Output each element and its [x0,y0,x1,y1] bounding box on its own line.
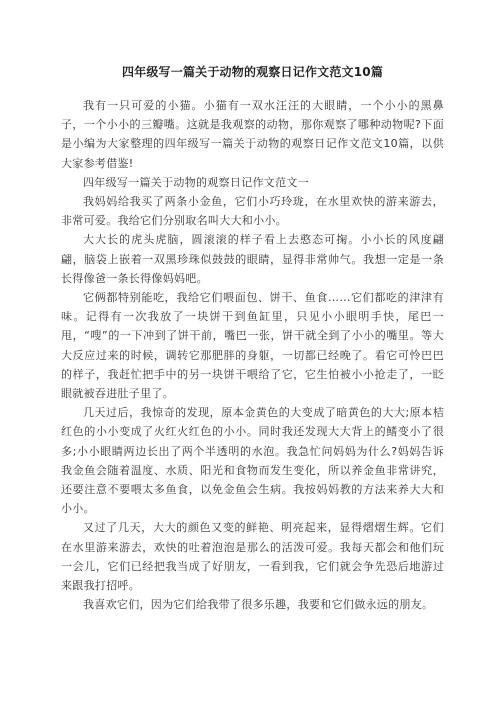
section-heading: 四年级写一篇关于动物的观察日记作文范文一 [83,175,309,189]
body-paragraph: 我妈妈给我买了两条小金鱼，它们小巧玲珑，在水里欢快的游来游去，非常可爱。我给它们分别取名叫大大和小小。 [61,195,444,228]
body-paragraph: 它俩都特别能吃，我给它们喂面包、饼干、鱼食……它们都吃的津津有味。记得有一次我放了一块饼干到鱼缸里，只见小小眼明手快，尾巴一甩，“嗖”的一下冲到了饼干前，嘴巴一张，饼干就全到了小小的嘴里。等大大反应过来的时候，调转它那肥胖的身躯，一切都已经晚了。看它可怜巴巴的样子，我赶忙把手中的另一块饼干喂给了它，它生怕被小小抢走了，一眨眼就被吞进肚子里了。 [61,291,444,401]
document-title: 四年级写一篇关于动物的观察日记作文范文10篇 [121,65,384,79]
body-paragraph: 大大长的虎头虎脑，圆滚滚的样子看上去憨态可掬。小小长的风度翩翩，脑袋上嵌着一双黑珍珠似鼓鼓的眼睛，显得非常帅气。我想一定是一条长得像爸一条长得像妈妈吧。 [61,233,444,285]
body-paragraph: 又过了几天，大大的颜色又变的鲜艳、明亮起来，显得熠熠生辉。它们在水里游来游去，欢快的吐着泡泡是那么的活泼可爱。我每天都会和他们玩一会儿，它们已经把我当成了好朋友，一看到我，它们就会争先恐后地游过来跟我打招呼。 [61,521,444,593]
intro-paragraph: 我有一只可爱的小猫。小猫有一双水汪汪的大眼睛，一个小小的黑鼻子，一个小小的三瓣嘴。这就是我观察的动物，那你观察了哪种动物呢?下面是小编为大家整理的四年级写一篇关于动物的观察日记作文范文10篇，以供大家参考借鉴! [61,99,444,170]
body-paragraph: 几天过后，我惊奇的发现，原本金黄色的大变成了暗黄色的大大;原本桔红色的小小变成了火红火红色的小小。同时我还发现大大背上的鳍变小了很多;小小眼睛两边长出了两个半透明的水泡。我急忙问妈妈为什么?妈妈告诉我金鱼会随着温度、水质、阳光和食物而发生变化，所以养金鱼非常讲究，还要注意不要喂太多鱼食，以免金鱼会生病。我按妈妈教的方法来养大大和小小。 [61,406,444,516]
body-paragraph: 我喜欢它们，因为它们给我带了很多乐趣，我要和它们做永远的朋友。 [83,598,434,612]
